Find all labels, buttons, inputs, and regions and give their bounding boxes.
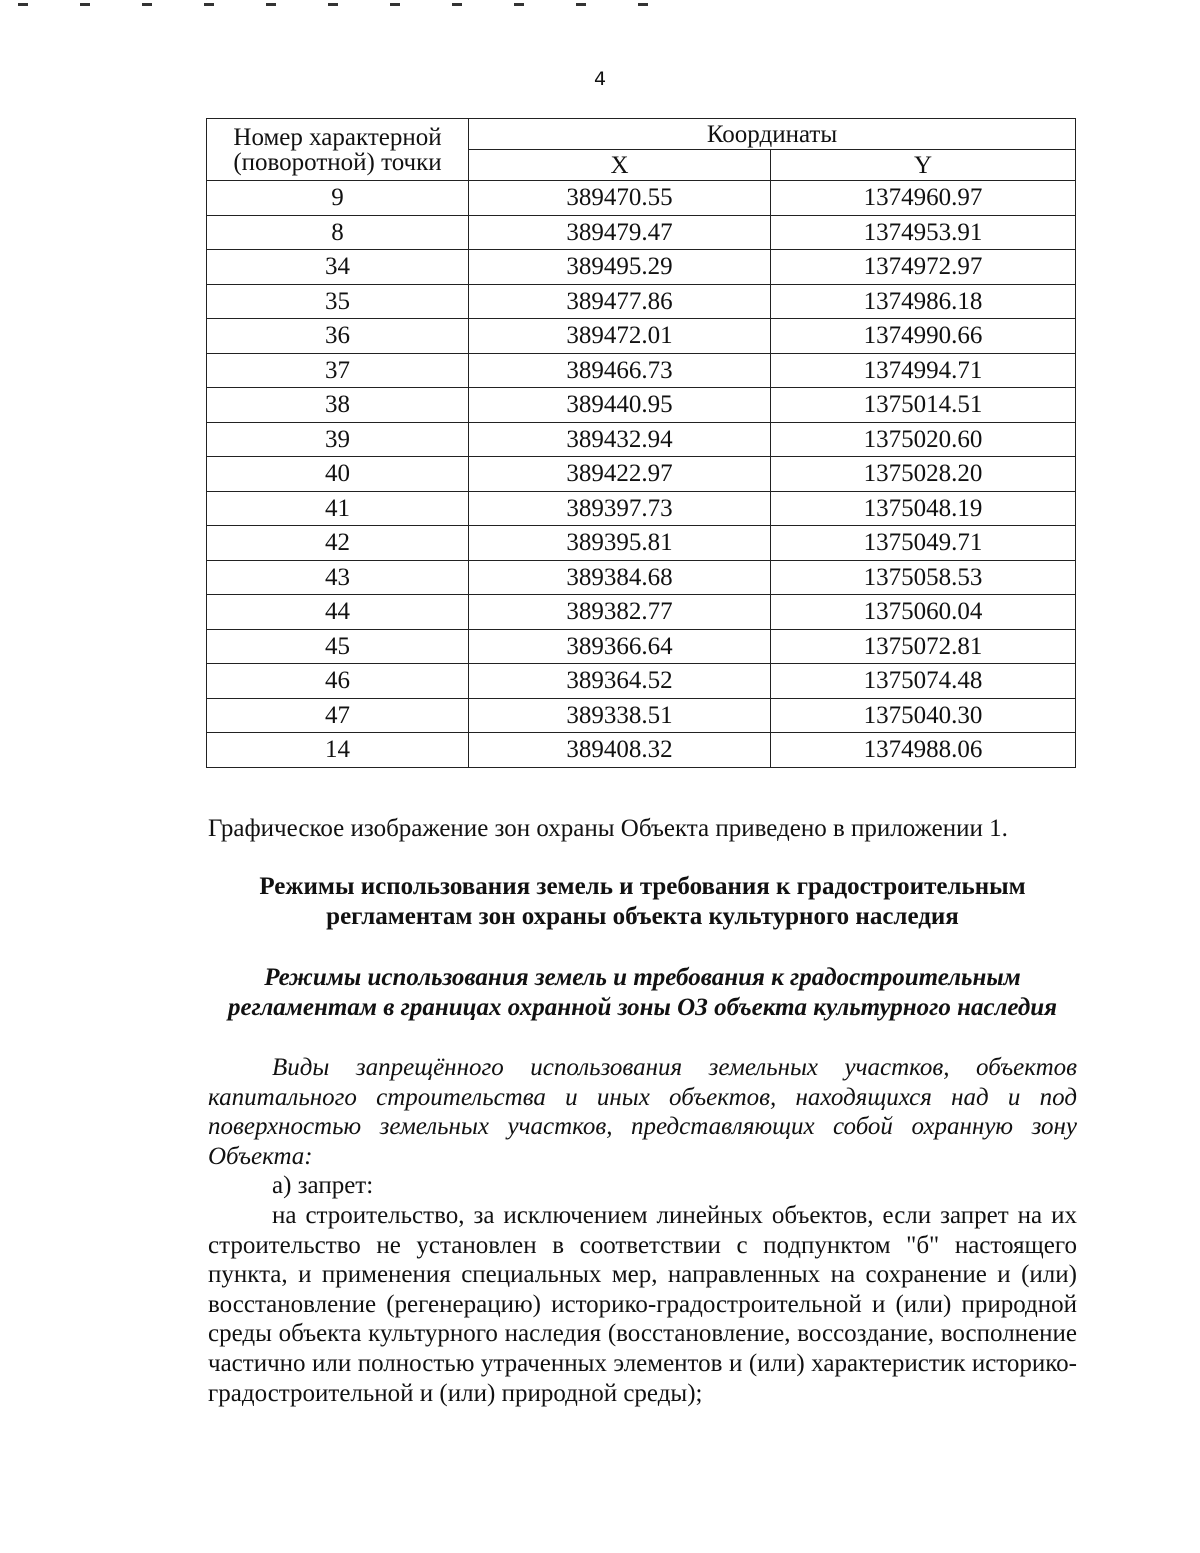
table-row: [207, 698, 1076, 733]
y-coordinate-cell: 1375049.71: [771, 526, 1076, 561]
point-number-header-line1: Номер характерной: [233, 123, 442, 151]
table-row: [207, 284, 1076, 319]
point-number-cell: 36: [207, 319, 469, 354]
y-coordinate-cell: 1374986.18: [771, 284, 1076, 319]
coordinates-table-body: [207, 181, 1076, 768]
x-coordinate-cell: 389470.55: [469, 181, 771, 216]
section-heading: [208, 872, 1077, 932]
point-number-cell: 42: [207, 526, 469, 561]
x-coordinate-cell: 389466.73: [469, 353, 771, 388]
x-coordinate-cell: 389338.51: [469, 698, 771, 733]
point-number-cell: 40: [207, 457, 469, 492]
table-row: [207, 422, 1076, 457]
y-coordinate-cell: 1375074.48: [771, 664, 1076, 699]
y-coordinate-cell: 1375014.51: [771, 388, 1076, 423]
table-row: [207, 491, 1076, 526]
subsection-heading: [208, 963, 1077, 1023]
x-coordinate-cell: 389408.32: [469, 733, 771, 768]
x-coordinate-cell: 389395.81: [469, 526, 771, 561]
subsection-heading-line1: Режимы использования земель и требования к градостроительным: [264, 964, 1021, 991]
point-number-cell: 35: [207, 284, 469, 319]
y-coordinate-cell: 1375028.20: [771, 457, 1076, 492]
x-coordinate-cell: 389440.95: [469, 388, 771, 423]
table-row: [207, 215, 1076, 250]
coordinates-table: [206, 118, 1076, 768]
construction-paragraph: на строительство, за исключением линейных объектов, если запрет на их строительство не установлен в соответствии с подпунктом "б" настоящего пункта, и применения специальных мер, направленных на сохранение и (или) восстановление (регенерацию) историко-градостроительной и (или) природной среды объекта культурного наследия (восстановление, воссоздание, восполнение частично или полностью утраченных элементов и (или) характеристик историко-градостроительной и (или) природной среды);: [208, 1201, 1077, 1407]
point-number-cell: 44: [207, 595, 469, 630]
x-coordinate-cell: 389432.94: [469, 422, 771, 457]
x-coordinate-cell: 389477.86: [469, 284, 771, 319]
point-number-header: [207, 119, 469, 181]
point-number-cell: 39: [207, 422, 469, 457]
prohibited-use-intro: Виды запрещённого использования земельных участков, объектов капитального строительства и иных объектов, находящихся над и под поверхностью земельных участков, представляющих собой охранную зону Объекта:: [208, 1054, 1077, 1170]
section-heading-line2: регламентам зон охраны объекта культурного наследия: [326, 903, 959, 930]
point-number-cell: 41: [207, 491, 469, 526]
subsection-heading-line2: регламентам в границах охранной зоны ОЗ объекта культурного наследия: [227, 994, 1058, 1021]
point-number-cell: 8: [207, 215, 469, 250]
graphic-note: Графическое изображение зон охраны Объекта приведено в приложении 1.: [208, 815, 1008, 842]
point-number-cell: 14: [207, 733, 469, 768]
point-number-cell: 38: [207, 388, 469, 423]
table-row: [207, 733, 1076, 768]
y-coordinate-cell: 1375058.53: [771, 560, 1076, 595]
item-a: а) запрет:: [272, 1172, 374, 1200]
table-row: [207, 629, 1076, 664]
section-heading-line1: Режимы использования земель и требования к градостроительным: [259, 873, 1026, 900]
point-number-cell: 34: [207, 250, 469, 285]
x-header: X: [469, 150, 771, 181]
scan-edge-marks: [0, 0, 660, 10]
table-row: [207, 560, 1076, 595]
y-coordinate-cell: 1375060.04: [771, 595, 1076, 630]
point-number-cell: 46: [207, 664, 469, 699]
table-row: [207, 388, 1076, 423]
x-coordinate-cell: 389422.97: [469, 457, 771, 492]
point-number-cell: 37: [207, 353, 469, 388]
y-coordinate-cell: 1374960.97: [771, 181, 1076, 216]
point-number-cell: 47: [207, 698, 469, 733]
x-coordinate-cell: 389397.73: [469, 491, 771, 526]
x-coordinate-cell: 389495.29: [469, 250, 771, 285]
x-coordinate-cell: 389479.47: [469, 215, 771, 250]
x-coordinate-cell: 389382.77: [469, 595, 771, 630]
table-row: [207, 250, 1076, 285]
y-coordinate-cell: 1375072.81: [771, 629, 1076, 664]
x-coordinate-cell: 389384.68: [469, 560, 771, 595]
x-coordinate-cell: 389366.64: [469, 629, 771, 664]
body-text: [208, 1053, 1077, 1408]
table-row: [207, 181, 1076, 216]
table-row: [207, 526, 1076, 561]
y-coordinate-cell: 1374994.71: [771, 353, 1076, 388]
table-row: [207, 595, 1076, 630]
x-coordinate-cell: 389472.01: [469, 319, 771, 354]
y-coordinate-cell: 1374972.97: [771, 250, 1076, 285]
y-coordinate-cell: 1374953.91: [771, 215, 1076, 250]
y-coordinate-cell: 1374988.06: [771, 733, 1076, 768]
y-coordinate-cell: 1375048.19: [771, 491, 1076, 526]
table-row: [207, 319, 1076, 354]
table-row: [207, 353, 1076, 388]
y-coordinate-cell: 1375020.60: [771, 422, 1076, 457]
point-number-cell: 9: [207, 181, 469, 216]
table-row: [207, 457, 1076, 492]
point-number-header-line2: (поворотной) точки: [233, 148, 442, 176]
x-coordinate-cell: 389364.52: [469, 664, 771, 699]
page-number: 4: [593, 68, 607, 90]
y-header: Y: [771, 150, 1076, 181]
point-number-cell: 45: [207, 629, 469, 664]
point-number-cell: 43: [207, 560, 469, 595]
y-coordinate-cell: 1374990.66: [771, 319, 1076, 354]
coordinates-header: Координаты: [469, 119, 1076, 150]
y-coordinate-cell: 1375040.30: [771, 698, 1076, 733]
table-row: [207, 664, 1076, 699]
